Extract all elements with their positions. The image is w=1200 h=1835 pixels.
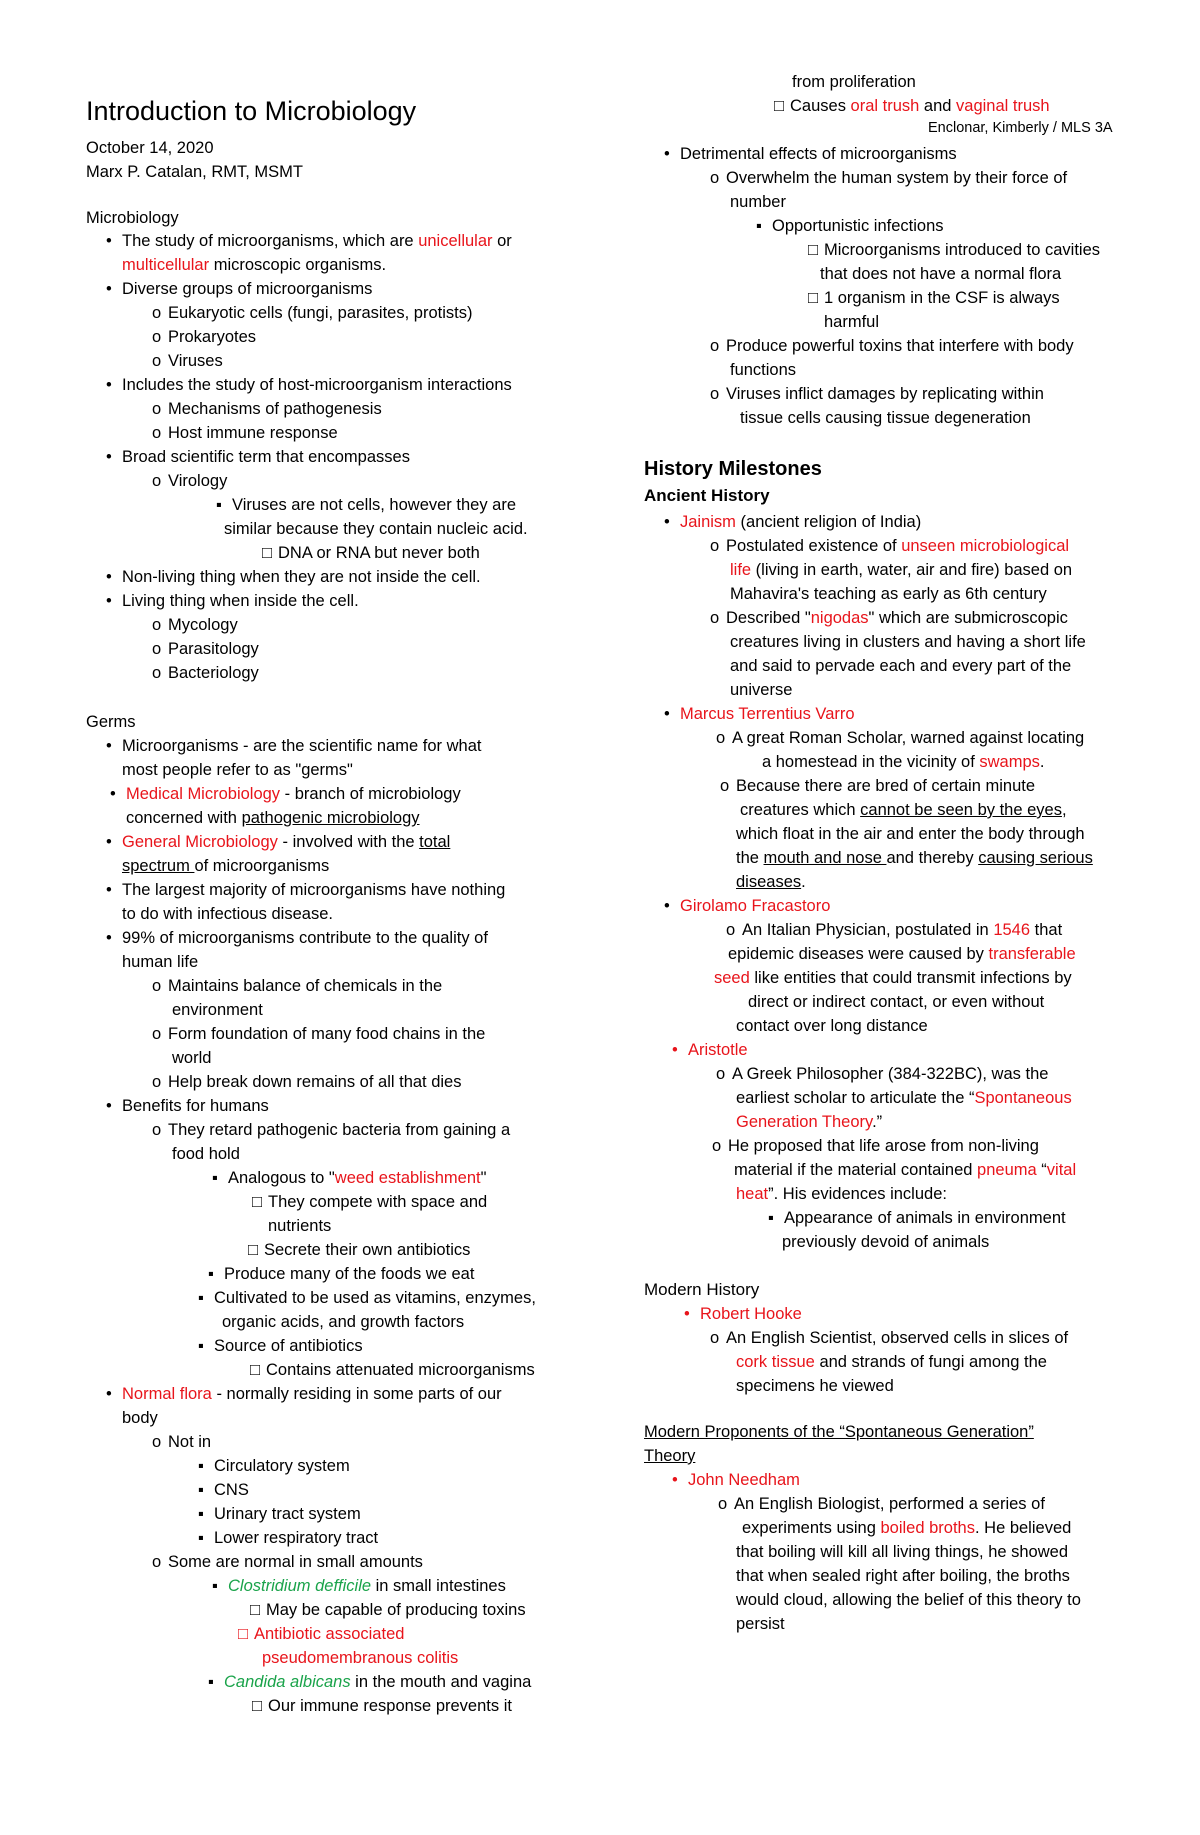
list-item: heat”. His evidences include:	[736, 1185, 947, 1203]
list-item: □ Our immune response prevents it	[252, 1697, 512, 1715]
list-item: epidemic diseases were caused by transferable	[728, 945, 1076, 963]
list-item: o A great Roman Scholar, warned against locating	[716, 729, 1085, 747]
list-item: □ Secrete their own antibiotics	[248, 1241, 471, 1259]
list-item: o An English Biologist, performed a series of	[718, 1495, 1045, 1513]
list-item: ▪ Circulatory system	[198, 1457, 350, 1475]
page-title: Introduction to Microbiology	[86, 96, 417, 126]
list-item: o Viruses	[152, 352, 223, 370]
list-item: harmful	[824, 313, 880, 331]
list-item: • Diverse groups of microorganisms	[106, 280, 373, 298]
list-item: □ May be capable of producing toxins	[250, 1601, 526, 1619]
list-item: tissue cells causing tissue degeneration	[740, 409, 1031, 427]
note-author: Enclonar, Kimberly / MLS 3A	[928, 120, 1113, 136]
list-item: • Living thing when inside the cell.	[106, 592, 359, 610]
list-item: environment	[172, 1001, 263, 1019]
list-item: material if the material contained pneuma “vital	[734, 1161, 1077, 1179]
list-item: the mouth and nose and thereby causing serious	[736, 849, 1093, 867]
list-item: universe	[730, 681, 793, 699]
list-item: multicellular microscopic organisms.	[122, 256, 387, 274]
list-item: world	[172, 1049, 212, 1067]
list-item: o They retard pathogenic bacteria from gaining a	[152, 1121, 511, 1139]
list-item: specimens he viewed	[736, 1377, 894, 1395]
list-item: Generation Theory.”	[736, 1113, 883, 1131]
list-item: • Includes the study of host-microorganism interactions	[106, 376, 512, 394]
list-item: spectrum of microorganisms	[122, 857, 330, 875]
section-heading-germs: Germs	[86, 713, 136, 731]
list-item: □ They compete with space and	[252, 1193, 488, 1211]
list-item: direct or indirect contact, or even without	[748, 993, 1045, 1011]
list-item: o Parasitology	[152, 640, 259, 658]
list-item: o Bacteriology	[152, 664, 259, 682]
list-item: persist	[736, 1615, 785, 1633]
list-item: number	[730, 193, 786, 211]
list-item: o A Greek Philosopher (384-322BC), was the	[716, 1065, 1049, 1083]
list-item: • Detrimental effects of microorganisms	[664, 145, 957, 163]
list-item: o Prokaryotes	[152, 328, 257, 346]
list-item: • Non-living thing when they are not inside the cell.	[106, 568, 481, 586]
list-item: • Benefits for humans	[106, 1097, 269, 1115]
list-item: life (living in earth, water, air and fire) based on	[730, 561, 1073, 579]
list-item: from proliferation	[792, 73, 916, 91]
list-item: Mahavira's teaching as early as 6th century	[730, 585, 1047, 603]
list-item: □ Microorganisms introduced to cavities	[808, 241, 1101, 259]
list-item: to do with infectious disease.	[122, 905, 333, 923]
list-item: • Jainism (ancient religion of India)	[664, 513, 922, 531]
list-item: • Medical Microbiology - branch of microbiology	[110, 785, 461, 803]
list-item: that does not have a normal flora	[820, 265, 1062, 283]
list-item: o Mechanisms of pathogenesis	[152, 400, 382, 418]
subheading-modern-proponents: Modern Proponents of the “Spontaneous Generation”	[644, 1423, 1034, 1441]
list-item: concerned with pathogenic microbiology	[126, 809, 420, 827]
list-item: similar because they contain nucleic acid.	[224, 520, 528, 538]
list-item: creatures which cannot be seen by the eyes,	[740, 801, 1067, 819]
list-item: o Some are normal in small amounts	[152, 1553, 423, 1571]
lecturer-name: Marx P. Catalan, RMT, MSMT	[86, 163, 303, 181]
list-item: • General Microbiology - involved with the total	[106, 833, 451, 851]
list-item: • Robert Hooke	[684, 1305, 802, 1323]
list-item: ▪ Clostridium defficile in small intestines	[212, 1577, 506, 1595]
list-item: that when sealed right after boiling, the broths	[736, 1567, 1070, 1585]
list-item: ▪ Opportunistic infections	[756, 217, 944, 235]
list-item: o Virology	[152, 472, 228, 490]
section-heading-history: History Milestones	[644, 458, 822, 480]
list-item: a homestead in the vicinity of swamps.	[762, 753, 1045, 771]
list-item: • Microorganisms - are the scientific name for what	[106, 737, 482, 755]
list-item: • 99% of microorganisms contribute to the quality of	[106, 929, 488, 947]
list-item: o Eukaryotic cells (fungi, parasites, protists)	[152, 304, 473, 322]
list-item: diseases.	[736, 873, 806, 891]
subheading-modern-history: Modern History	[644, 1280, 760, 1299]
list-item: o Mycology	[152, 616, 238, 634]
list-item: o Form foundation of many food chains in the	[152, 1025, 486, 1043]
list-item: ▪ Urinary tract system	[198, 1505, 361, 1523]
list-item: □ Causes oral trush and vaginal trush	[774, 97, 1050, 115]
list-item: contact over long distance	[736, 1017, 928, 1035]
list-item: creatures living in clusters and having a short life	[730, 633, 1086, 651]
list-item: earliest scholar to articulate the “Spontaneous	[736, 1089, 1072, 1107]
list-item: o Maintains balance of chemicals in the	[152, 977, 443, 995]
list-item: would cloud, allowing the belief of this theory to	[736, 1591, 1081, 1609]
list-item: functions	[730, 361, 797, 379]
list-item: body	[122, 1409, 158, 1427]
list-item: previously devoid of animals	[782, 1233, 990, 1251]
list-item: and said to pervade each and every part of the	[730, 657, 1072, 675]
list-item: ▪ Appearance of animals in environment	[768, 1209, 1066, 1227]
list-item: most people refer to as "germs"	[122, 761, 353, 779]
list-item: ▪ Lower respiratory tract	[198, 1529, 379, 1547]
list-item: organic acids, and growth factors	[222, 1313, 465, 1331]
list-item: o An Italian Physician, postulated in 1546 that	[726, 921, 1063, 939]
list-item: pseudomembranous colitis	[262, 1649, 459, 1667]
list-item: which float in the air and enter the body through	[736, 825, 1085, 843]
lecture-date: October 14, 2020	[86, 139, 214, 157]
list-item: □ DNA or RNA but never both	[262, 544, 480, 562]
list-item: • Normal flora - normally residing in some parts of our	[106, 1385, 502, 1403]
list-item: o He proposed that life arose from non-living	[712, 1137, 1039, 1155]
list-item: o Produce powerful toxins that interfere with body	[710, 337, 1074, 355]
list-item: seed like entities that could transmit infections by	[714, 969, 1072, 987]
list-item: • Aristotle	[672, 1041, 748, 1059]
list-item: food hold	[172, 1145, 240, 1163]
list-item: ▪ Candida albicans in the mouth and vagina	[208, 1673, 532, 1691]
list-item: that boiling will kill all living things, he showed	[736, 1543, 1069, 1561]
list-item: • Broad scientific term that encompasses	[106, 448, 410, 466]
list-item: ▪ Produce many of the foods we eat	[208, 1265, 475, 1283]
list-item: ▪ Source of antibiotics	[198, 1337, 363, 1355]
list-item: • Girolamo Fracastoro	[664, 897, 831, 915]
list-item: □ 1 organism in the CSF is always	[808, 289, 1060, 307]
list-item: o An English Scientist, observed cells in slices of	[710, 1329, 1069, 1347]
list-item: ▪ CNS	[198, 1481, 249, 1499]
list-item: o Postulated existence of unseen microbiological	[710, 537, 1070, 555]
subheading-ancient-history: Ancient History	[644, 486, 770, 505]
list-item: cork tissue and strands of fungi among the	[736, 1353, 1047, 1371]
list-item: o Because there are bred of certain minute	[720, 777, 1036, 795]
list-item: • The largest majority of microorganisms have nothing	[106, 881, 506, 899]
list-item: o Host immune response	[152, 424, 338, 442]
list-item: o Help break down remains of all that dies	[152, 1073, 462, 1091]
section-heading-microbiology: Microbiology	[86, 209, 179, 227]
list-item: ▪ Cultivated to be used as vitamins, enzymes,	[198, 1289, 536, 1307]
list-item: nutrients	[268, 1217, 332, 1235]
list-item: experiments using boiled broths. He believed	[742, 1519, 1072, 1537]
list-item: ▪ Analogous to "weed establishment"	[212, 1169, 487, 1187]
list-item: • John Needham	[672, 1471, 800, 1489]
subheading-modern-proponents-cont: Theory	[644, 1447, 696, 1465]
list-item: □ Contains attenuated microorganisms	[250, 1361, 535, 1379]
list-item: • The study of microorganisms, which are unicellular or	[106, 232, 512, 250]
list-item: • Marcus Terrentius Varro	[664, 705, 855, 723]
list-item: ▪ Viruses are not cells, however they are	[216, 496, 517, 514]
list-item: human life	[122, 953, 199, 971]
list-item: o Described "nigodas" which are submicroscopic	[710, 609, 1068, 627]
list-item: □ Antibiotic associated	[238, 1625, 405, 1643]
list-item: o Not in	[152, 1433, 212, 1451]
list-item: o Viruses inflict damages by replicating within	[710, 385, 1044, 403]
list-item: o Overwhelm the human system by their force of	[710, 169, 1068, 187]
